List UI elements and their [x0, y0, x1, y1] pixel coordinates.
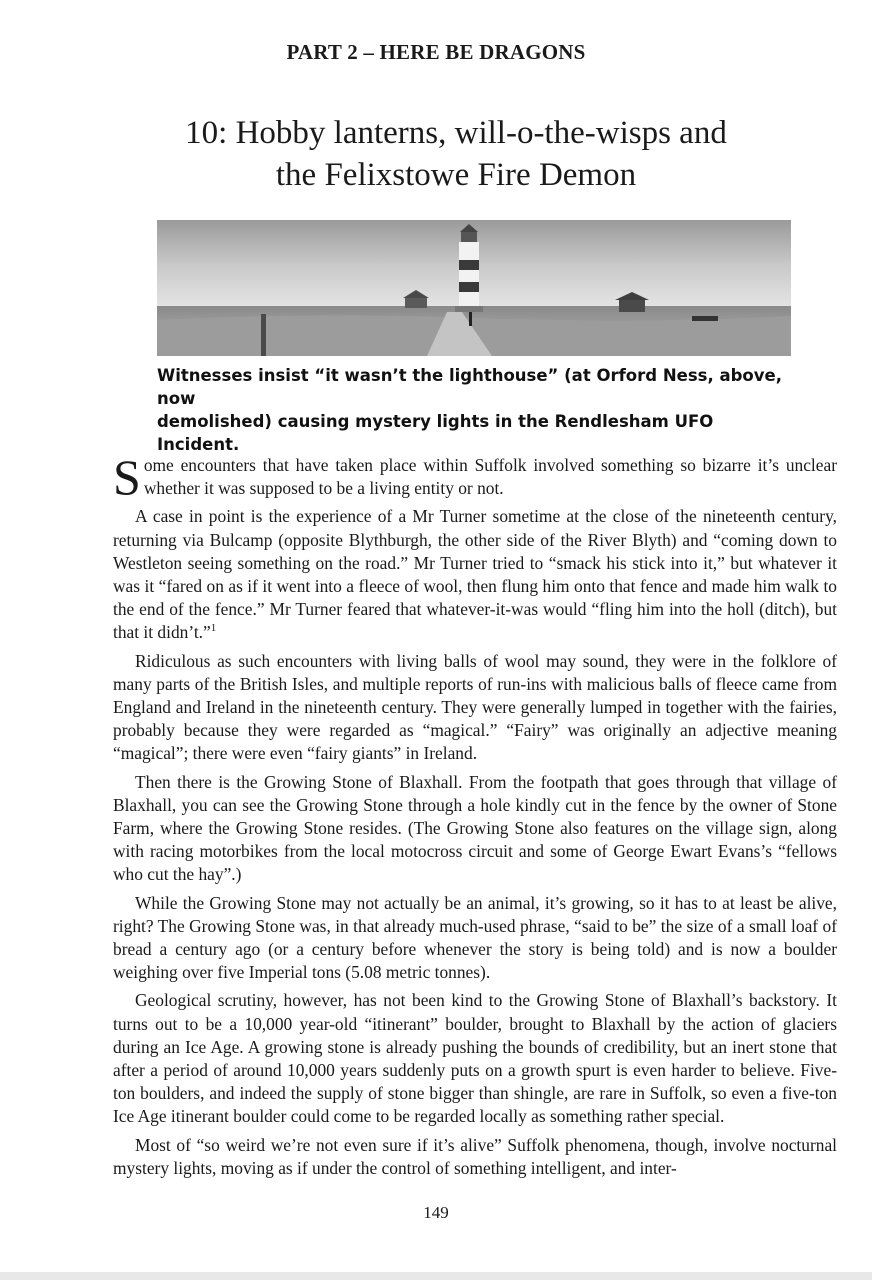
body-text — [113, 449, 837, 1185]
chapter-title — [120, 112, 792, 196]
drop-cap: S — [113, 449, 141, 505]
lighthouse-photo — [157, 220, 791, 356]
paragraph-4: Then there is the Growing Stone of Blaxhall. From the footpath that goes through that village of Blaxhall, you can see the Growing Stone through a hole kindly cut in the fence by the owner of Stone Farm, where the Growing Stone resides. (The Growing Stone also features on the village sign, along with racing motorbikes from the local motocross circuit and some of George Ewart Evans’s “fellows who cut the hay”.) — [113, 771, 837, 885]
photo-caption — [157, 364, 797, 456]
paragraph-2-text: A case in point is the experience of a Mr Turner sometime at the close of the nineteenth century, returning via Bulcamp (opposite Blythburgh, the other side of the River Blyth) and “coming down to Westleton seeing something on the road.” Mr Turner tried to “smack his stick into it,” but whatever it was it “fared on as if it went into a fleece of wool, then flung him onto that fence and made him walk to the end of the fence.” Mr Turner feared that whatever-it-was would “fling him into the holl (ditch), but that it didn’t.” — [113, 506, 837, 643]
chapter-title-line-2: the Felixstowe Fire Demon — [275, 157, 637, 193]
footnote-marker[interactable]: 1 — [210, 622, 217, 635]
paragraph-7: Most of “so weird we’re not even sure if it’s alive” Suffolk phenomena, though, involve nocturnal mystery lights, moving as if under the control of something intelligent, and inter- — [113, 1134, 837, 1178]
paragraph-1-text: ome encounters that have taken place within Suffolk involved something so bizarre it’s unclear whether it was supposed to be a living entity or not. — [143, 455, 837, 499]
chapter-title-line-1: 10: Hobby lanterns, will-o-the-wisps and — [185, 115, 727, 151]
paragraph-5: While the Growing Stone may not actually be an animal, it’s growing, so it has to at least be alive, right? The Growing Stone was, in that already much-used phrase, “said to be” the size of a small loaf of bread a century ago (or a century before whenever the story is being told) and is now a boulder weighing over five Imperial tons (5.08 metric tonnes). — [113, 892, 837, 983]
paragraph-1 — [113, 449, 837, 505]
caption-line-1: Witnesses insist “it wasn’t the lighthouse” (at Orford Ness, above, now — [157, 366, 782, 408]
part-title: PART 2 – HERE BE DRAGONS — [286, 40, 586, 64]
viewer-bottom-edge — [0, 1272, 872, 1280]
paragraph-3: Ridiculous as such encounters with living balls of wool may sound, they were in the folklore of many parts of the British Isles, and multiple reports of run-ins with malicious balls of fleece came from England and Ireland in the nineteenth century. They were generally lumped in together with the fairies, probably because they were regarded as “magical.” “Fairy” was originally an adjective meaning “magical”; there were even “fairy giants” in Ireland. — [113, 650, 837, 764]
paragraph-6: Geological scrutiny, however, has not been kind to the Growing Stone of Blaxhall’s backstory. It turns out to be a 10,000 year-old “itinerant” boulder, brought to Blaxhall by the action of glaciers during an Ice Age. A growing stone is already pushing the bounds of credibility, but an inert stone that after a period of around 10,000 years suddenly puts on a growth spurt is even harder to believe. Five-ton boulders, and indeed the supply of stone bigger than shingle, are rare in Suffolk, so even a five-ton Ice Age itinerant boulder could come to be regarded locally as something rather special. — [113, 990, 837, 1127]
caption-line-2: demolished) causing mystery lights in the Rendlesham UFO Incident. — [157, 412, 714, 454]
paragraph-2 — [113, 505, 837, 644]
page-number: 149 — [423, 1203, 449, 1222]
